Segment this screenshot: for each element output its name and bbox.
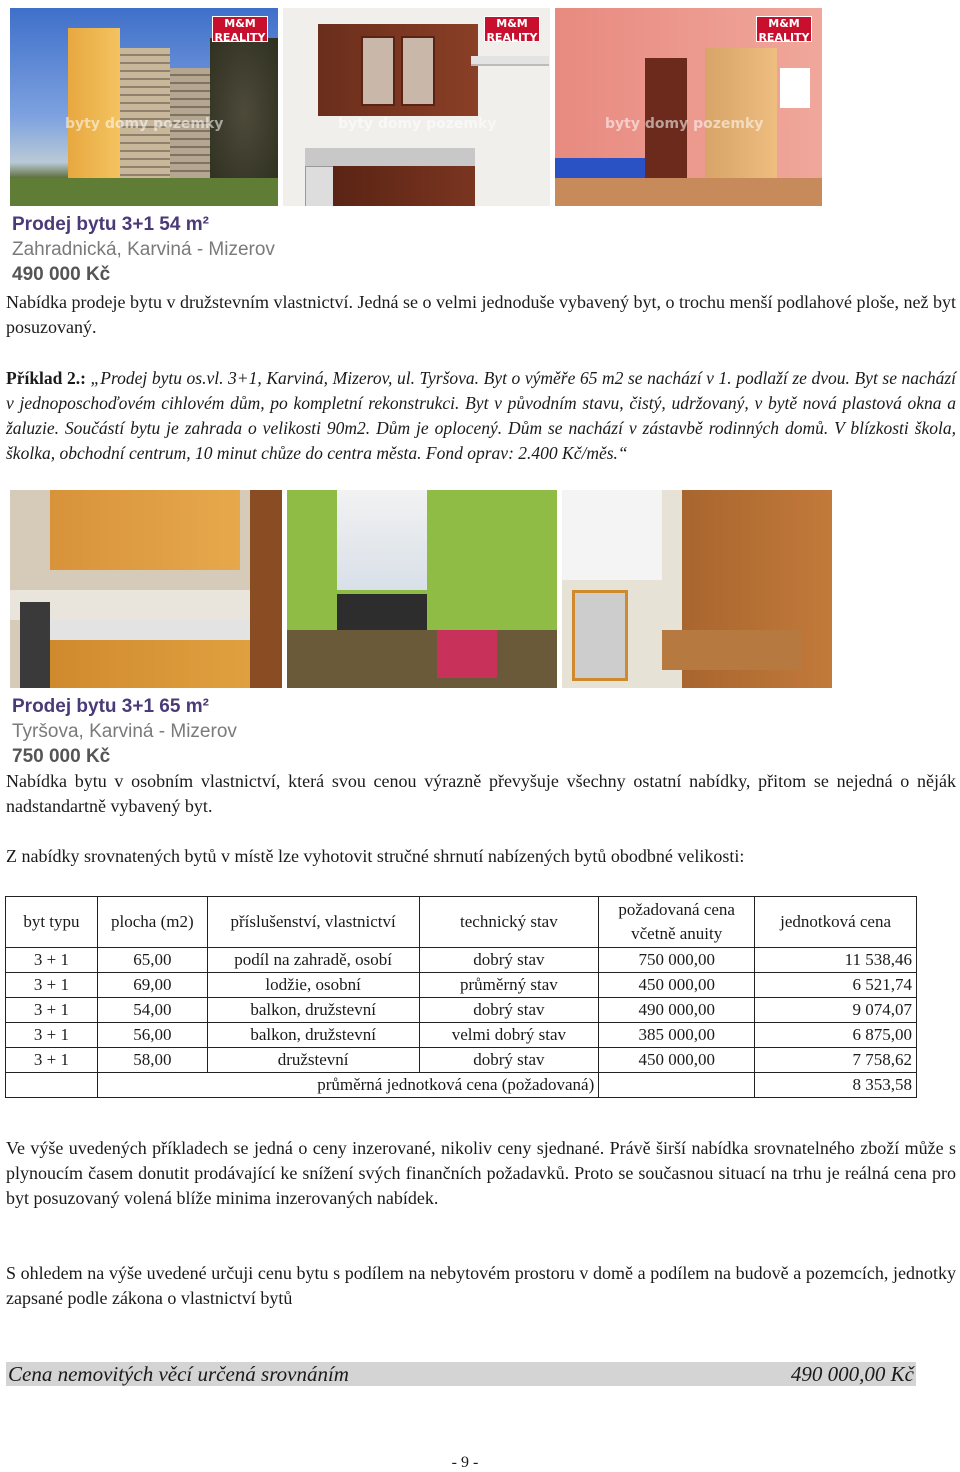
photo-living-room	[562, 490, 832, 688]
listing2-title: Prodej bytu 3+1 65 m²	[12, 696, 209, 717]
watermark-text: byty domy pozemky	[65, 116, 224, 132]
paragraph-price-note: Ve výše uvedených příkladech se jedná o ceny inzerované, nikoliv ceny sjednané. Právě širší nabídka srovnatelného zboží může s plynoucím časem donutit prodávající ke snížení svých finančních požadavků. Proto se současnou situací na trhu je reálná cena pro byt posuzovaný volená blíže minima inzerovaných nabídek.	[6, 1138, 956, 1208]
result-bar	[6, 1362, 916, 1386]
paragraph-listing2-comment: Nabídka bytu v osobním vlastnictví, která svou cenou výrazně převyšuje všechny ostatní nabídky, přitom se nejedná o něják nadstandartně vybavený byt.	[6, 771, 956, 816]
watermark-text: byty domy pozemky	[605, 116, 764, 132]
cell-amenities: podíl na zahradě, osobí	[207, 948, 419, 973]
cell-area: 65,00	[97, 948, 207, 973]
cell-unit-price: 11 538,46	[755, 948, 917, 973]
average-value: 8 353,58	[755, 1073, 917, 1098]
average-label: průměrná jednotková cena (požadovaná)	[97, 1073, 598, 1098]
cell-area: 58,00	[97, 1048, 207, 1073]
cell-type: 3 + 1	[6, 998, 98, 1023]
brand-logo-text: M&M REALITY	[214, 17, 266, 44]
brand-logo	[212, 16, 268, 42]
table-row	[6, 948, 917, 973]
cell-price: 385 000,00	[599, 1023, 755, 1048]
photo-green-room	[287, 490, 557, 688]
cell-price: 490 000,00	[599, 998, 755, 1023]
example2-label: Příklad 2.:	[6, 368, 86, 388]
table-header-cell: příslušenství, vlastnictví	[207, 897, 419, 948]
paragraph-summary-intro: Z nabídky srovnatených bytů v místě lze vyhotovit stručné shrnutí nabízených bytů obodbné velikosti:	[6, 846, 745, 866]
cell-area: 69,00	[97, 973, 207, 998]
table-header-cell: byt typu	[6, 897, 98, 948]
listing1-address: Zahradnická, Karviná - Mizerov	[12, 239, 275, 260]
listing2-address: Tyršova, Karviná - Mizerov	[12, 721, 237, 742]
brand-logo	[756, 16, 812, 42]
paragraph-conclusion: S ohledem na výše uvedené určuji cenu bytu s podílem na nebytovém prostoru v domě a podílem na budově a pozemcích, jednotky zapsané podle zákona o vlastnictví bytů	[6, 1263, 956, 1308]
cell-price: 450 000,00	[599, 1048, 755, 1073]
table-header-cell: plocha (m2)	[97, 897, 207, 948]
cell-amenities: družstevní	[207, 1048, 419, 1073]
cell-condition: dobrý stav	[419, 998, 599, 1023]
cell-unit-price: 6 875,00	[755, 1023, 917, 1048]
cell-condition: dobrý stav	[419, 1048, 599, 1073]
cell-unit-price: 7 758,62	[755, 1048, 917, 1073]
table-row	[6, 1048, 917, 1073]
cell-price: 450 000,00	[599, 973, 755, 998]
cell-empty	[599, 1073, 755, 1098]
cell-type: 3 + 1	[6, 1023, 98, 1048]
photo-kitchen-2	[10, 490, 282, 688]
cell-condition: průměrný stav	[419, 973, 599, 998]
photo-kitchen	[283, 8, 550, 206]
comparison-table	[5, 896, 917, 1098]
table-header-cell: požadovaná cena včetně anuity	[599, 897, 755, 948]
table-header-cell: jednotková cena	[755, 897, 917, 948]
cell-amenities: balkon, družstevní	[207, 1023, 419, 1048]
brand-logo-text: M&M REALITY	[758, 17, 810, 44]
cell-empty	[6, 1073, 98, 1098]
cell-type: 3 + 1	[6, 948, 98, 973]
paragraph-example2	[6, 366, 956, 466]
cell-type: 3 + 1	[6, 973, 98, 998]
table-row	[6, 1023, 917, 1048]
cell-condition: dobrý stav	[419, 948, 599, 973]
table-header-cell: technický stav	[419, 897, 599, 948]
cell-condition: velmi dobrý stav	[419, 1023, 599, 1048]
table-row	[6, 973, 917, 998]
example2-text: „Prodej bytu os.vl. 3+1, Karviná, Mizerov, ul. Tyršova. Byt o výměře 65 m2 se nachází v 1. podlaží ze dvou. Byt se nachází v jednoposchoďovém cihlovém dům, po kompletní rekonstrukci. Byt v původním stavu, čistý, udržovaný, v bytě nová plastová okna a žaluzie. Součástí bytu je zahrada o velikosti 90m2. Dům je oplocený. Dům se nachází v zástavbě rodinných domů. V blízkosti škola, školka, obchodní centrum, 10 minut chůze do centra města. Fond oprav: 2.400 Kč/měs.“	[6, 368, 956, 463]
listing1-title: Prodej bytu 3+1 54 m²	[12, 214, 209, 235]
cell-unit-price: 9 074,07	[755, 998, 917, 1023]
result-value: 490 000,00 Kč	[790, 1362, 914, 1386]
cell-amenities: lodžie, osobní	[207, 973, 419, 998]
page-number: - 9 -	[451, 1454, 479, 1471]
cell-area: 54,00	[97, 998, 207, 1023]
cell-area: 56,00	[97, 1023, 207, 1048]
cell-price: 750 000,00	[599, 948, 755, 973]
cell-type: 3 + 1	[6, 1048, 98, 1073]
listing1-caption	[12, 212, 275, 287]
brand-logo	[484, 16, 540, 42]
cell-amenities: balkon, družstevní	[207, 998, 419, 1023]
listing2-caption	[12, 694, 237, 769]
photo-building-exterior	[10, 8, 278, 206]
paragraph-listing1-comment: Nabídka prodeje bytu v družstevním vlastnictví. Jedná se o velmi jednoduše vybavený byt, o trochu menší podlahové ploše, než byt posuzovaný.	[6, 292, 956, 337]
table-average-row	[6, 1073, 917, 1098]
listing1-price: 490 000 Kč	[12, 264, 111, 285]
listing2-price: 750 000 Kč	[12, 746, 111, 767]
table-row	[6, 998, 917, 1023]
cell-unit-price: 6 521,74	[755, 973, 917, 998]
table-header-row	[6, 897, 917, 948]
brand-logo-text: M&M REALITY	[486, 17, 538, 44]
result-label: Cena nemovitých věcí určená srovnáním	[8, 1362, 349, 1386]
watermark-text: byty domy pozemky	[338, 116, 497, 132]
photo-bedroom	[555, 8, 822, 206]
